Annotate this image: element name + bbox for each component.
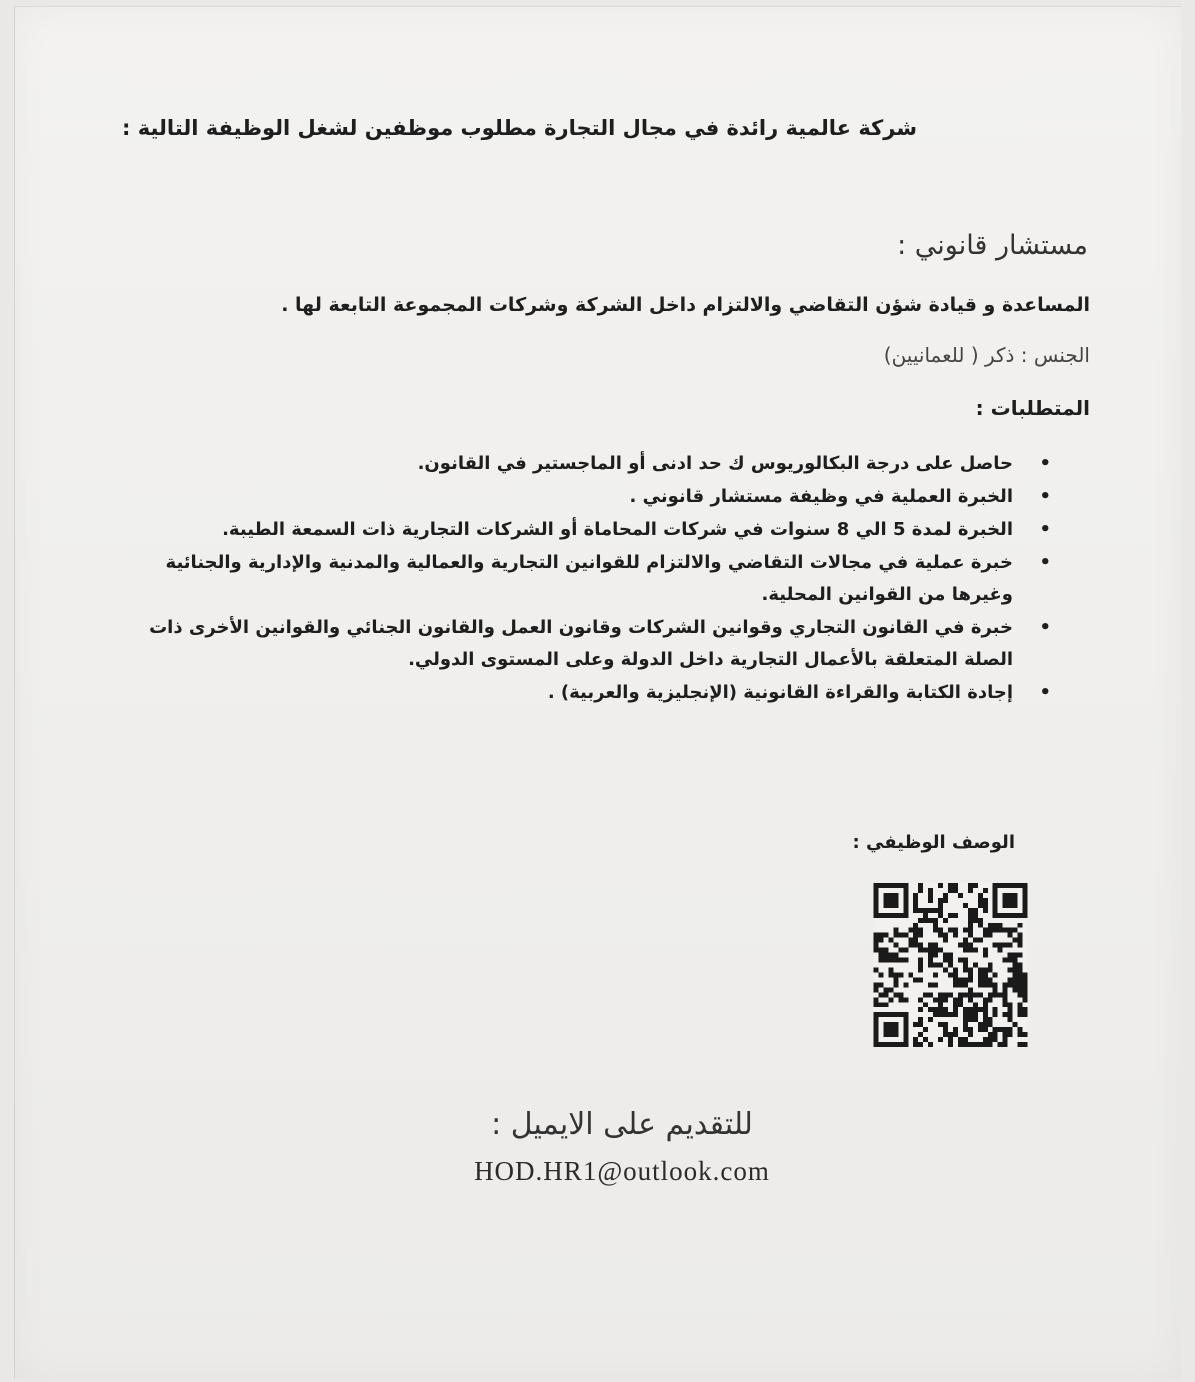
intro-text: شركة عالمية رائدة في مجال التجارة مطلوب موظفين لشغل الوظيفة التالية : [122, 116, 917, 140]
gender-line: الجنس : ذكر ( للعمانيين) [883, 343, 1090, 367]
requirement-item: • خبرة عملية في مجالات التقاضي والالتزام للقوانين التجارية والعمالية والمدنية والإدارية والجنائية وغيرها من القوانين المحلية. [145, 547, 1045, 611]
requirement-item: • الخبرة العملية في وظيفة مستشار قانوني . [145, 481, 1045, 513]
apply-label: للتقديم على الايميل : [491, 1107, 753, 1142]
job-description-label: الوصف الوظيفي : [852, 832, 1015, 853]
job-summary: المساعدة و قيادة شؤن التقاضي والالتزام داخل الشركة وشركات المجموعة التابعة لها . [281, 294, 1090, 316]
requirement-item: • حاصل على درجة البكالوريوس ك حد ادنى أو الماجستير في القانون. [145, 448, 1045, 480]
requirement-item: • الخبرة لمدة 5 الي 8 سنوات في شركات المحاماة أو الشركات التجارية ذات السمعة الطيبة. [145, 514, 1045, 546]
requirement-item: • إجادة الكتابة والقراءة القانونية (الإنجليزية والعربية) . [145, 677, 1045, 709]
requirements-list [145, 448, 1045, 710]
qr-code-icon[interactable] [873, 883, 1028, 1047]
email-address[interactable]: HOD.HR1@outlook.com [474, 1156, 770, 1186]
requirements-heading: المتطلبات : [975, 396, 1090, 420]
requirement-item: • خبرة في القانون التجاري وقوانين الشركات وقانون العمل والقانون الجنائي والقوانين الأخرى ذات الصلة المتعلقة بالأعمال التجارية داخل الدولة وعلى المستوى الدولي. [145, 612, 1045, 676]
job-title: مستشار قانوني : [897, 230, 1088, 261]
